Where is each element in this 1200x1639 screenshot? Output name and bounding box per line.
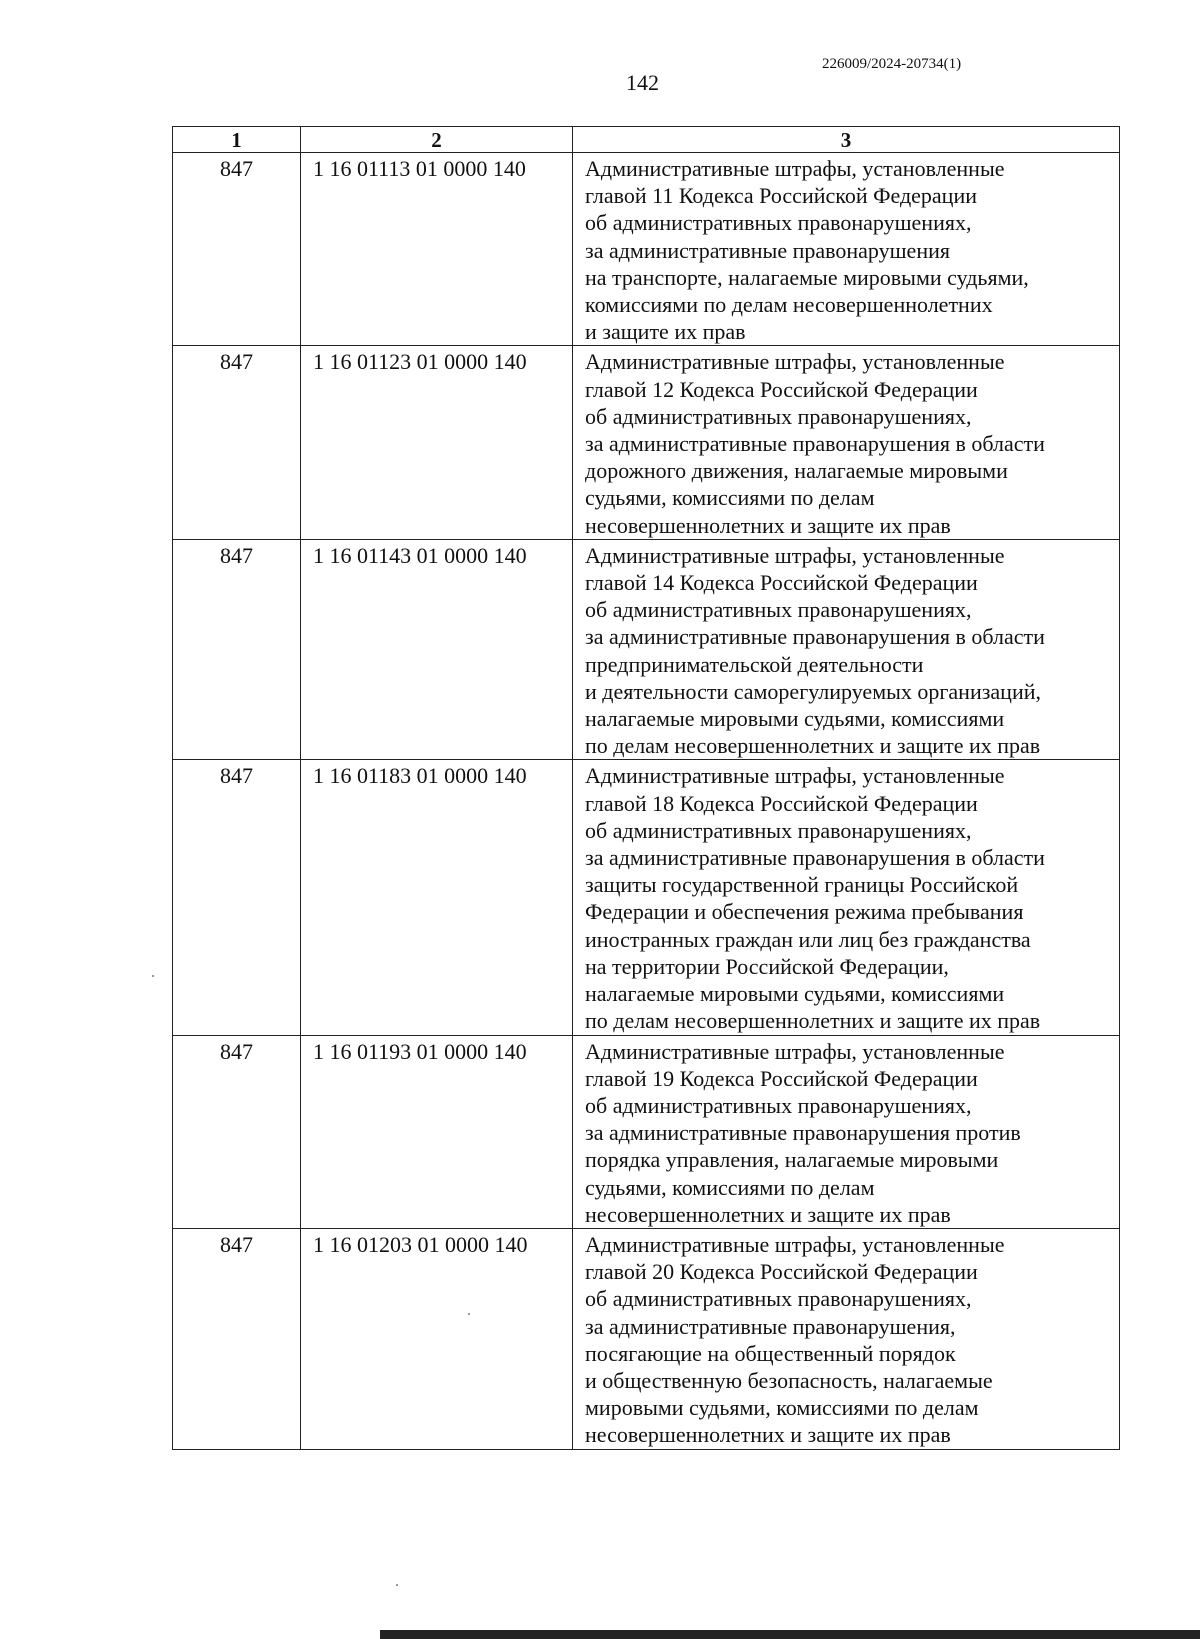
description-cell	[573, 346, 1120, 539]
page-number: 142	[626, 70, 659, 95]
admin-code-cell: 847	[173, 760, 301, 1035]
description-cell	[573, 760, 1120, 1035]
table-header-row	[173, 127, 1120, 153]
description-line: по делам несовершеннолетних и защите их прав	[585, 733, 1041, 759]
table-row	[173, 1035, 1120, 1228]
description-line: и защите их прав	[585, 319, 746, 345]
description-line: налагаемые мировыми судьями, комиссиями	[585, 981, 1005, 1007]
description-line: об административных правонарушениях,	[585, 1092, 972, 1118]
kbk-code-cell: 1 16 01193 01 0000 140	[301, 1035, 573, 1228]
budget-classification-table	[172, 126, 1120, 1450]
description-line: за административные правонарушения,	[585, 1313, 956, 1339]
kbk-code-cell: 1 16 01123 01 0000 140	[301, 346, 573, 539]
description-line: за административные правонарушения против	[585, 1120, 1021, 1146]
description-line: за административные правонарушения в области	[585, 624, 1045, 650]
scan-speck	[396, 1584, 398, 1586]
kbk-code-cell: 1 16 01203 01 0000 140	[301, 1228, 573, 1449]
description-line: об административных правонарушениях,	[585, 597, 972, 623]
description-line: Федерации и обеспечения режима пребывания	[585, 899, 1024, 925]
description-cell	[573, 1035, 1120, 1228]
description-line: защиты государственной границы Российской	[585, 872, 1019, 898]
description-line: об административных правонарушениях,	[585, 403, 972, 429]
column-header-1: 1	[173, 127, 301, 153]
scan-bottom-edge	[380, 1630, 1200, 1639]
table-row	[173, 1228, 1120, 1449]
table-row	[173, 760, 1120, 1035]
description-line: за административные правонарушения в области	[585, 431, 1045, 457]
description-line: дорожного движения, налагаемые мировыми	[585, 458, 1008, 484]
admin-code-cell: 847	[173, 539, 301, 760]
description-line: несовершеннолетних и защите их прав	[585, 512, 951, 538]
description-line: главой 20 Кодекса Российской Федерации	[585, 1259, 978, 1285]
description-line: Административные штрафы, установленные	[585, 542, 1005, 568]
description-line: комиссиями по делам несовершеннолетних	[585, 292, 993, 318]
description-line: несовершеннолетних и защите их прав	[585, 1201, 951, 1227]
description-line: и общественную безопасность, налагаемые	[585, 1367, 993, 1393]
description-line: Административные штрафы, установленные	[585, 349, 1005, 375]
document-registration-number: 226009/2024-20734(1)	[822, 56, 962, 72]
admin-code-cell: 847	[173, 1035, 301, 1228]
description-line: иностранных граждан или лиц без гражданства	[585, 926, 1031, 952]
kbk-code-cell: 1 16 01183 01 0000 140	[301, 760, 573, 1035]
admin-code-cell: 847	[173, 346, 301, 539]
description-line: главой 18 Кодекса Российской Федерации	[585, 790, 978, 816]
description-line: несовершеннолетних и защите их прав	[585, 1422, 951, 1448]
table-row	[173, 346, 1120, 539]
description-line: главой 11 Кодекса Российской Федерации	[585, 183, 978, 209]
description-line: мировыми судьями, комиссиями по делам	[585, 1395, 979, 1421]
admin-code-cell: 847	[173, 153, 301, 346]
description-line: главой 19 Кодекса Российской Федерации	[585, 1065, 978, 1091]
description-cell	[573, 539, 1120, 760]
description-line: порядка управления, налагаемые мировыми	[585, 1147, 999, 1173]
description-cell	[573, 153, 1120, 346]
description-line: главой 12 Кодекса Российской Федерации	[585, 376, 978, 402]
description-line: за административные правонарушения	[585, 237, 950, 263]
description-line: судьями, комиссиями по делам	[585, 1174, 875, 1200]
description-line: главой 14 Кодекса Российской Федерации	[585, 570, 978, 596]
table-header	[173, 127, 1120, 153]
scan-speck	[468, 1313, 470, 1315]
description-line: судьями, комиссиями по делам	[585, 485, 875, 511]
description-line: об административных правонарушениях,	[585, 210, 972, 236]
description-line: предпринимательской деятельности	[585, 651, 924, 677]
column-header-3: 3	[573, 127, 1120, 153]
admin-code-cell: 847	[173, 1228, 301, 1449]
description-cell	[573, 1228, 1120, 1449]
table-row	[173, 539, 1120, 760]
description-line: за административные правонарушения в области	[585, 845, 1045, 871]
kbk-code-cell: 1 16 01143 01 0000 140	[301, 539, 573, 760]
table-row	[173, 153, 1120, 346]
description-line: Административные штрафы, установленные	[585, 763, 1005, 789]
description-line: на транспорте, налагаемые мировыми судьями,	[585, 264, 1029, 290]
column-header-2: 2	[301, 127, 573, 153]
description-line: Административные штрафы, установленные	[585, 156, 1005, 181]
table-body	[173, 153, 1120, 1450]
description-line: об административных правонарушениях,	[585, 817, 972, 843]
scan-speck	[152, 975, 154, 977]
description-line: об административных правонарушениях,	[585, 1286, 972, 1312]
description-line: на территории Российской Федерации,	[585, 953, 949, 979]
description-line: посягающие на общественный порядок	[585, 1340, 956, 1366]
kbk-code-cell: 1 16 01113 01 0000 140	[301, 153, 573, 346]
description-line: и деятельности саморегулируемых организаций,	[585, 678, 1042, 704]
description-line: по делам несовершеннолетних и защите их прав	[585, 1008, 1041, 1034]
description-line: Административные штрафы, установленные	[585, 1038, 1005, 1064]
description-line: Административные штрафы, установленные	[585, 1231, 1005, 1257]
description-line: налагаемые мировыми судьями, комиссиями	[585, 706, 1005, 732]
